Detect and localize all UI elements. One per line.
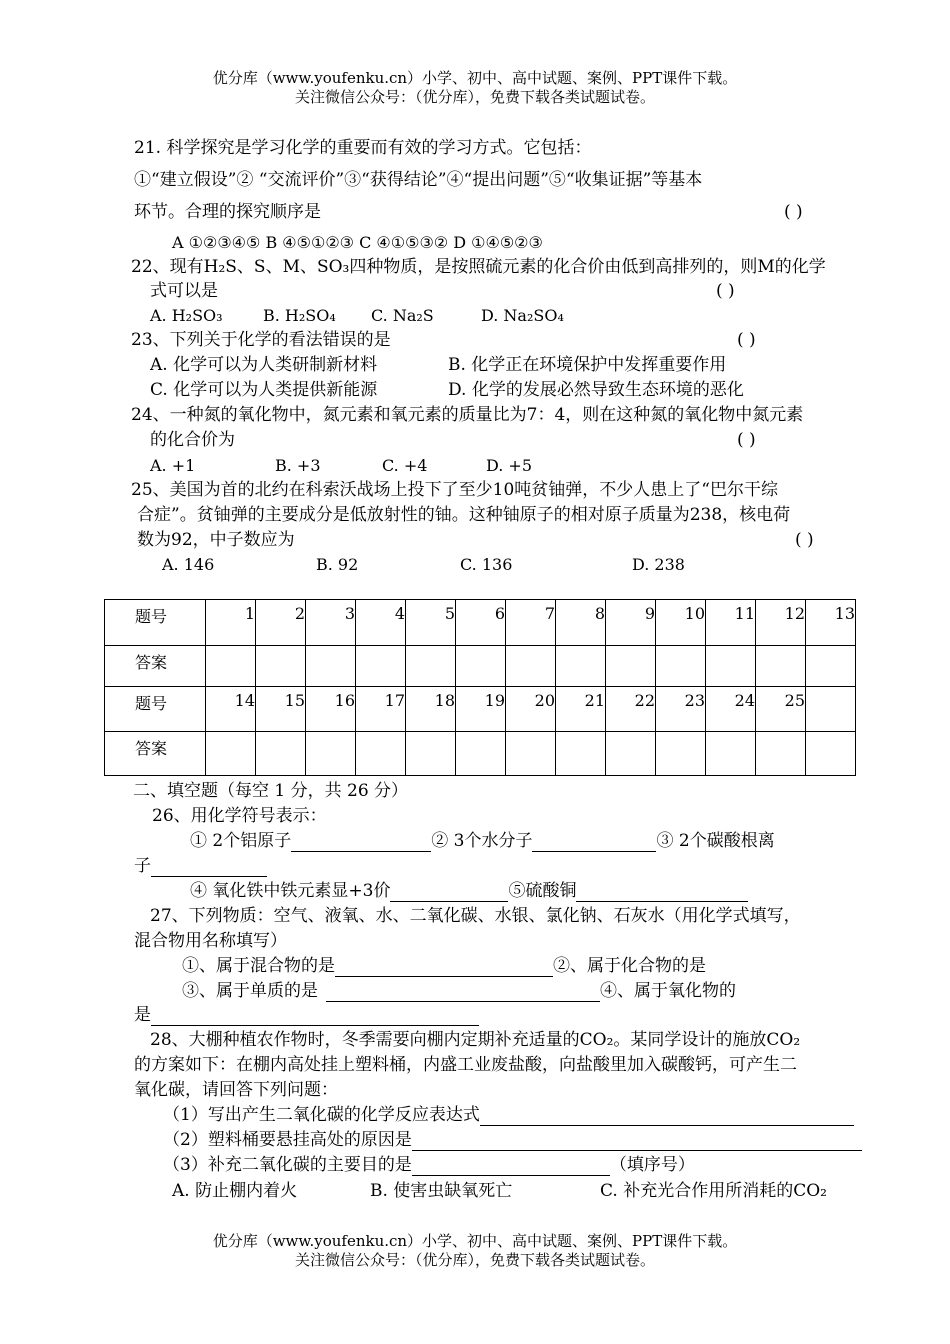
answer-cell[interactable] bbox=[456, 646, 506, 687]
q26-p2-blank[interactable] bbox=[532, 833, 656, 852]
answer-cell[interactable] bbox=[356, 732, 406, 776]
q23-option-d: D. 化学的发展必然导致生态环境的恶化 bbox=[448, 380, 744, 400]
table-cell: 25 bbox=[756, 687, 806, 732]
q21-answer-paren: ( ) bbox=[784, 202, 803, 222]
table-cell: 19 bbox=[456, 687, 506, 732]
answer-cell[interactable] bbox=[756, 732, 806, 776]
table-row bbox=[105, 732, 856, 776]
table-cell: 9 bbox=[606, 600, 656, 646]
q25-line3: 数为92，中子数应为 bbox=[137, 530, 295, 550]
answer-cell[interactable] bbox=[506, 732, 556, 776]
table-cell: 7 bbox=[506, 600, 556, 646]
header-line-2: 关注微信公众号：（优分库），免费下载各类试题试卷。 bbox=[294, 88, 655, 106]
q23-option-a: A. 化学可以为人类研制新材料 bbox=[150, 355, 378, 375]
q26-p1-label: ① 2个铝原子 bbox=[190, 831, 292, 851]
q28-option-c: C. 补充光合作用所消耗的CO₂ bbox=[600, 1181, 827, 1201]
q25-line2: 合症”。贫铀弹的主要成分是低放射性的铀。这种铀原子的相对原子质量为238，核电荷 bbox=[137, 505, 791, 525]
q24-option-c: C. +4 bbox=[382, 456, 428, 475]
table-cell: 6 bbox=[456, 600, 506, 646]
q25-option-b: B. 92 bbox=[316, 555, 359, 574]
answer-cell[interactable] bbox=[706, 732, 756, 776]
q28-p3-label: （3）补充二氧化碳的主要目的是 bbox=[163, 1155, 412, 1175]
answer-cell[interactable] bbox=[406, 646, 456, 687]
q23-option-b: B. 化学正在环境保护中发挥重要作用 bbox=[448, 355, 727, 375]
table-cell: 5 bbox=[406, 600, 456, 646]
q25-answer-paren: ( ) bbox=[795, 530, 814, 550]
table-cell: 24 bbox=[706, 687, 756, 732]
q22-answer-paren: ( ) bbox=[716, 281, 735, 301]
q24-option-d: D. +5 bbox=[486, 456, 533, 475]
answer-cell[interactable] bbox=[656, 732, 706, 776]
q24-line2: 的化合价为 bbox=[150, 430, 235, 450]
q28-p3-blank[interactable] bbox=[412, 1157, 610, 1176]
q25-option-a: A. 146 bbox=[162, 555, 215, 574]
q26-p4-label: ④ 氧化铁中铁元素显+3价 bbox=[190, 881, 391, 901]
table-cell: 16 bbox=[306, 687, 356, 732]
q27-p2-label: ②、属于化合物的是 bbox=[553, 956, 706, 976]
q27-p3-blank[interactable] bbox=[326, 983, 600, 1002]
answer-cell[interactable] bbox=[806, 646, 856, 687]
answer-cell[interactable] bbox=[256, 732, 306, 776]
q26-stem: 26、用化学符号表示： bbox=[152, 806, 327, 826]
table-cell: 15 bbox=[256, 687, 306, 732]
q27-p4-blank[interactable] bbox=[151, 1007, 479, 1026]
q27-stem: 27、下列物质：空气、液氧、水、二氧化碳、水银、氯化钠、石灰水（用化学式填写， bbox=[150, 906, 801, 926]
q28-line3: 氧化碳，请回答下列问题： bbox=[134, 1080, 338, 1100]
table-cell: 12 bbox=[756, 600, 806, 646]
q22-option-b: B. H₂SO₄ bbox=[263, 306, 336, 325]
q25-stem: 25、美国为首的北约在科索沃战场上投下了至少10吨贫铀弹，不少人患上了“巴尔干综 bbox=[131, 480, 778, 500]
header-line-1: 优分库（www.youfenku.cn）小学、初中、高中试题、案例、PPT课件下载。 bbox=[212, 69, 738, 87]
table-cell: 10 bbox=[656, 600, 706, 646]
q28-p1-blank[interactable] bbox=[480, 1107, 854, 1126]
table-label-cell: 答案 bbox=[105, 732, 206, 776]
q21-options: A ①②③④⑤ B ④⑤①②③ C ④①⑤③② D ①④⑤②③ bbox=[172, 233, 543, 252]
section2-title: 二、填空题（每空 1 分，共 26 分） bbox=[133, 781, 409, 801]
q28-p2-blank[interactable] bbox=[412, 1132, 862, 1151]
q22-line2: 式可以是 bbox=[150, 281, 218, 301]
answer-cell[interactable] bbox=[656, 646, 706, 687]
q26-row3 bbox=[190, 880, 748, 902]
table-label-cell: 题号 bbox=[105, 687, 206, 732]
q27-row1 bbox=[182, 955, 706, 977]
table-cell: 21 bbox=[556, 687, 606, 732]
table-cell: 8 bbox=[556, 600, 606, 646]
q24-option-a: A. +1 bbox=[150, 456, 196, 475]
table-cell: 18 bbox=[406, 687, 456, 732]
q27-p4-label: ④、属于氧化物的 bbox=[600, 981, 736, 1001]
footer-line-1: 优分库（www.youfenku.cn）小学、初中、高中试题、案例、PPT课件下载。 bbox=[212, 1232, 738, 1250]
answer-cell[interactable] bbox=[806, 732, 856, 776]
q27-row3 bbox=[134, 1004, 479, 1026]
table-cell: 14 bbox=[206, 687, 256, 732]
answer-table bbox=[104, 599, 856, 776]
q25-option-d: D. 238 bbox=[632, 555, 685, 574]
q27-line2: 混合物用名称填写） bbox=[134, 931, 287, 951]
q26-p3-label: ③ 2个碳酸根离 bbox=[656, 831, 775, 851]
answer-cell[interactable] bbox=[556, 646, 606, 687]
table-label-cell: 答案 bbox=[105, 646, 206, 687]
answer-cell[interactable] bbox=[706, 646, 756, 687]
q23-answer-paren: ( ) bbox=[737, 330, 756, 350]
table-cell: 11 bbox=[706, 600, 756, 646]
answer-cell[interactable] bbox=[356, 646, 406, 687]
q23-option-c: C. 化学可以为人类提供新能源 bbox=[150, 380, 378, 400]
footer-line-2: 关注微信公众号：（优分库），免费下载各类试题试卷。 bbox=[294, 1251, 655, 1269]
q28-stem: 28、大棚种植农作物时，冬季需要向棚内定期补充适量的CO₂。某同学设计的施放CO₂ bbox=[150, 1030, 801, 1050]
table-label-cell: 题号 bbox=[105, 600, 206, 646]
q28-row1 bbox=[163, 1104, 854, 1126]
answer-cell[interactable] bbox=[756, 646, 806, 687]
table-cell: 22 bbox=[606, 687, 656, 732]
q21-line3: 环节。合理的探究顺序是 bbox=[134, 202, 321, 222]
table-cell bbox=[806, 687, 856, 732]
q28-option-b: B. 使害虫缺氧死亡 bbox=[370, 1181, 513, 1201]
q28-row3 bbox=[163, 1154, 695, 1176]
q24-option-b: B. +3 bbox=[275, 456, 321, 475]
q26-p1-blank[interactable] bbox=[291, 833, 431, 852]
q26-p2-label: ② 3个水分子 bbox=[431, 831, 533, 851]
answer-cell[interactable] bbox=[256, 646, 306, 687]
q26-p3-label-cont: 子 bbox=[134, 856, 151, 876]
answer-cell[interactable] bbox=[206, 646, 256, 687]
q26-row2 bbox=[134, 855, 267, 877]
answer-cell[interactable] bbox=[456, 732, 506, 776]
q26-row1 bbox=[190, 830, 775, 852]
q28-p2-label: （2）塑料桶要悬挂高处的原因是 bbox=[163, 1130, 412, 1150]
q26-p3-blank[interactable] bbox=[151, 858, 267, 877]
table-cell: 23 bbox=[656, 687, 706, 732]
q21-stem: 21. 科学探究是学习化学的重要而有效的学习方式。它包括： bbox=[134, 138, 592, 158]
table-cell: 2 bbox=[256, 600, 306, 646]
q24-stem: 24、一种氮的氧化物中，氮元素和氧元素的质量比为7：4，则在这种氮的氧化物中氮元素 bbox=[131, 405, 804, 425]
answer-cell[interactable] bbox=[606, 732, 656, 776]
q28-p3-note: （填序号） bbox=[609, 1155, 695, 1175]
answer-cell[interactable] bbox=[556, 732, 606, 776]
q25-option-c: C. 136 bbox=[460, 555, 513, 574]
q28-p1-label: （1）写出产生二氧化碳的化学反应表达式 bbox=[163, 1105, 480, 1125]
q26-p4-blank[interactable] bbox=[390, 883, 508, 902]
answer-cell[interactable] bbox=[206, 732, 256, 776]
q27-p1-blank[interactable] bbox=[335, 958, 553, 977]
answer-cell[interactable] bbox=[306, 646, 356, 687]
q27-p3-label: ③、属于单质的是 bbox=[182, 981, 318, 1001]
table-cell: 17 bbox=[356, 687, 406, 732]
q27-p1-label: ①、属于混合物的是 bbox=[182, 956, 335, 976]
q26-p5-label: ⑤硫酸铜 bbox=[508, 881, 577, 901]
answer-cell[interactable] bbox=[306, 732, 356, 776]
table-cell: 1 bbox=[206, 600, 256, 646]
answer-cell[interactable] bbox=[506, 646, 556, 687]
table-cell: 20 bbox=[506, 687, 556, 732]
q27-row2 bbox=[182, 980, 736, 1002]
q21-line2: ①“建立假设”② “交流评价”③“获得结论”④“提出问题”⑤“收集证据”等基本 bbox=[134, 170, 703, 190]
table-cell: 4 bbox=[356, 600, 406, 646]
answer-cell[interactable] bbox=[406, 732, 456, 776]
q22-option-a: A. H₂SO₃ bbox=[150, 306, 223, 325]
q22-option-d: D. Na₂SO₄ bbox=[481, 306, 564, 325]
q26-p5-blank[interactable] bbox=[576, 883, 748, 902]
q28-line2: 的方案如下：在棚内高处挂上塑料桶，内盛工业废盐酸，向盐酸里加入碳酸钙，可产生二 bbox=[134, 1055, 797, 1075]
answer-cell[interactable] bbox=[606, 646, 656, 687]
q23-stem: 23、下列关于化学的看法错误的是 bbox=[131, 330, 391, 350]
q28-option-a: A. 防止棚内着火 bbox=[172, 1181, 298, 1201]
q27-p4-label-cont: 是 bbox=[134, 1005, 151, 1025]
table-cell: 13 bbox=[806, 600, 856, 646]
table-row bbox=[105, 646, 856, 687]
table-cell: 3 bbox=[306, 600, 356, 646]
q24-answer-paren: ( ) bbox=[737, 430, 756, 450]
q28-row2 bbox=[163, 1129, 862, 1151]
q22-option-c: C. Na₂S bbox=[371, 306, 434, 325]
table-row bbox=[105, 600, 856, 646]
q22-stem: 22、现有H₂S、S、M、SO₃四种物质，是按照硫元素的化合价由低到高排列的，则M的化学 bbox=[131, 257, 826, 277]
table-row bbox=[105, 687, 856, 732]
